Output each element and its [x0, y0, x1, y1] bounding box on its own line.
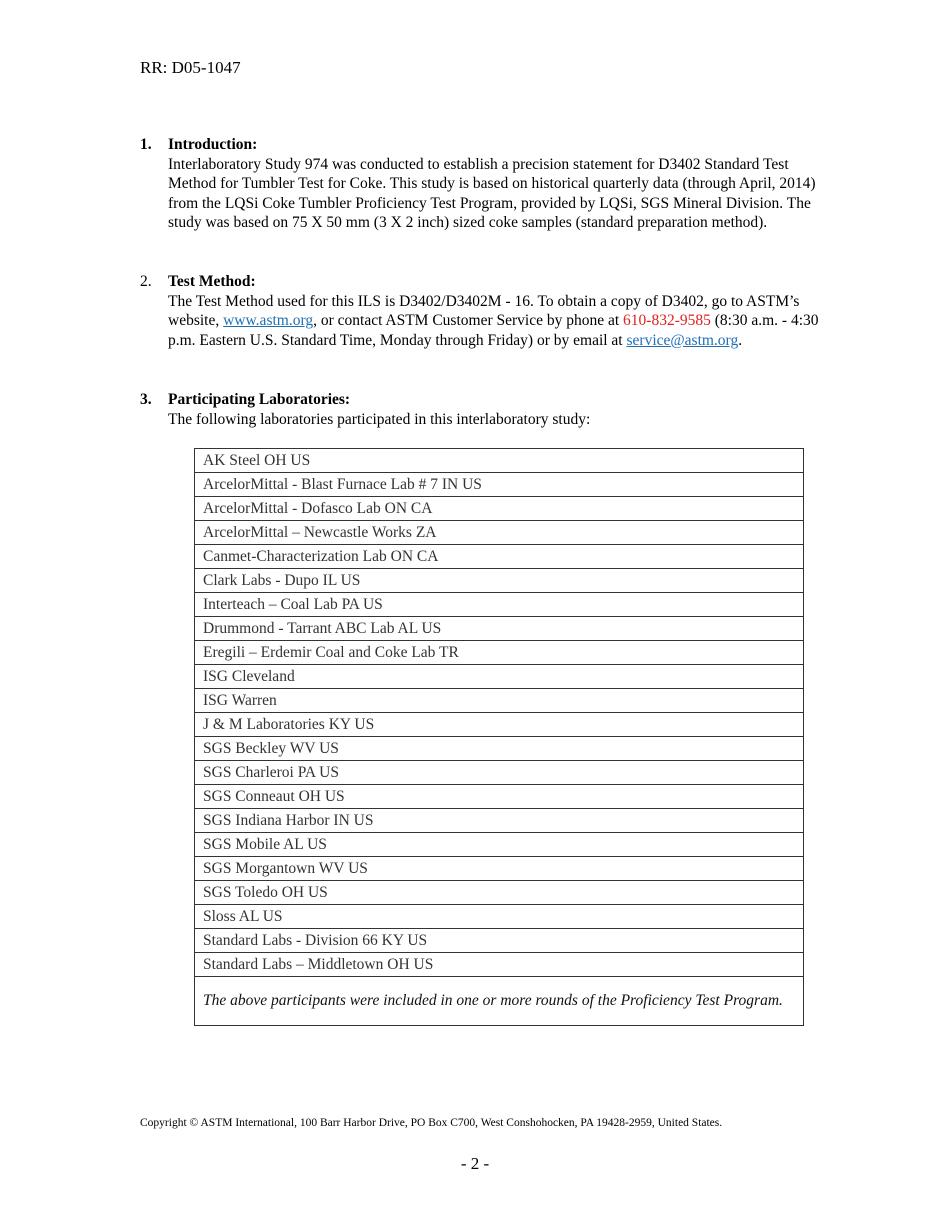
laboratories-table	[194, 448, 804, 1026]
table-row	[195, 449, 804, 473]
table-row	[195, 809, 804, 833]
section-participating-labs	[140, 390, 820, 429]
lab-name: J & M Laboratories KY US	[195, 713, 804, 737]
table-row	[195, 881, 804, 905]
table-row	[195, 569, 804, 593]
lab-name: Clark Labs - Dupo IL US	[195, 569, 804, 593]
lab-name: Sloss AL US	[195, 905, 804, 929]
lab-name: ISG Warren	[195, 689, 804, 713]
table-row	[195, 593, 804, 617]
email-link[interactable]: service@astm.org	[626, 331, 739, 349]
lab-name: ArcelorMittal - Dofasco Lab ON CA	[195, 497, 804, 521]
astm-website-link[interactable]: www.astm.org	[223, 312, 314, 329]
section-title: Participating Laboratories:	[168, 391, 351, 408]
section-title: Test Method:	[168, 273, 256, 290]
section-title: Introduction:	[168, 136, 258, 153]
section-number: 1.	[140, 136, 152, 153]
lab-name: ArcelorMittal – Newcastle Works ZA	[195, 521, 804, 545]
text-part: (8:30 a.m. - 4:30 p.m. Eastern U.S. Standard Time, Monday through Friday) or by email at	[168, 312, 819, 349]
lab-name: SGS Charleroi PA US	[195, 761, 804, 785]
section-text: Interlaboratory Study 974 was conducted to establish a precision statement for D3402 Standard Test Method for Tumbler Test for Coke. This study is based on historical quarterly data (through April, 2014) from the LQSi Coke Tumbler Proficiency Test Program, provided by LQSi, SGS Mineral Division. The study was based on 75 X 50 mm (3 X 2 inch) sized coke samples (standard preparation method).	[168, 155, 816, 231]
table-row	[195, 833, 804, 857]
section-number: 2.	[140, 273, 152, 290]
copyright-footer: Copyright © ASTM International, 100 Barr Harbor Drive, PO Box C700, West Conshohocken, PA 19428-2959, United States.	[140, 1117, 723, 1129]
lab-name: Standard Labs – Middletown OH US	[195, 953, 804, 977]
lab-name: Eregili – Erdemir Coal and Coke Lab TR	[195, 641, 804, 665]
table-row	[195, 953, 804, 977]
table-row	[195, 785, 804, 809]
table-note-row	[195, 977, 804, 1026]
page-number: - 2 -	[460, 1154, 490, 1173]
lab-name: Interteach – Coal Lab PA US	[195, 593, 804, 617]
table-row	[195, 641, 804, 665]
text-part: .	[738, 331, 743, 349]
section-test-method	[140, 272, 820, 350]
table-row	[195, 689, 804, 713]
document-header: RR: D05-1047	[140, 58, 241, 77]
section-text	[168, 292, 820, 351]
lab-name: SGS Beckley WV US	[195, 737, 804, 761]
table-row	[195, 929, 804, 953]
table-row	[195, 713, 804, 737]
table-row	[195, 473, 804, 497]
table-row	[195, 617, 804, 641]
table-row	[195, 521, 804, 545]
table-row	[195, 905, 804, 929]
lab-name: ISG Cleveland	[195, 665, 804, 689]
lab-name: SGS Mobile AL US	[195, 833, 804, 857]
table-row	[195, 497, 804, 521]
table-row	[195, 545, 804, 569]
lab-name: SGS Conneaut OH US	[195, 785, 804, 809]
lab-name: SGS Indiana Harbor IN US	[195, 809, 804, 833]
text-part: , or contact ASTM Customer Service by phone at	[313, 312, 624, 329]
table-row	[195, 857, 804, 881]
table-note: The above participants were included in one or more rounds of the Proficiency Test Program.	[195, 977, 804, 1026]
lab-name: Drummond - Tarrant ABC Lab AL US	[195, 617, 804, 641]
lab-name: ArcelorMittal - Blast Furnace Lab # 7 IN US	[195, 473, 804, 497]
section-introduction	[140, 135, 820, 233]
section-number: 3.	[140, 391, 152, 408]
lab-name: Standard Labs - Division 66 KY US	[195, 929, 804, 953]
lab-name: SGS Morgantown WV US	[195, 857, 804, 881]
lab-name: AK Steel OH US	[195, 449, 804, 473]
table-row	[195, 761, 804, 785]
lab-name: SGS Toledo OH US	[195, 881, 804, 905]
section-text: The following laboratories participated in this interlaboratory study:	[168, 410, 591, 428]
lab-name: Canmet-Characterization Lab ON CA	[195, 545, 804, 569]
phone-number: 610-832-9585	[623, 312, 711, 329]
table-row	[195, 665, 804, 689]
text-part: The Test Method used for this ILS is D3402/D3402M - 16. To obtain a copy of D3402, go to ASTM’s website,	[168, 292, 800, 329]
table-row	[195, 737, 804, 761]
